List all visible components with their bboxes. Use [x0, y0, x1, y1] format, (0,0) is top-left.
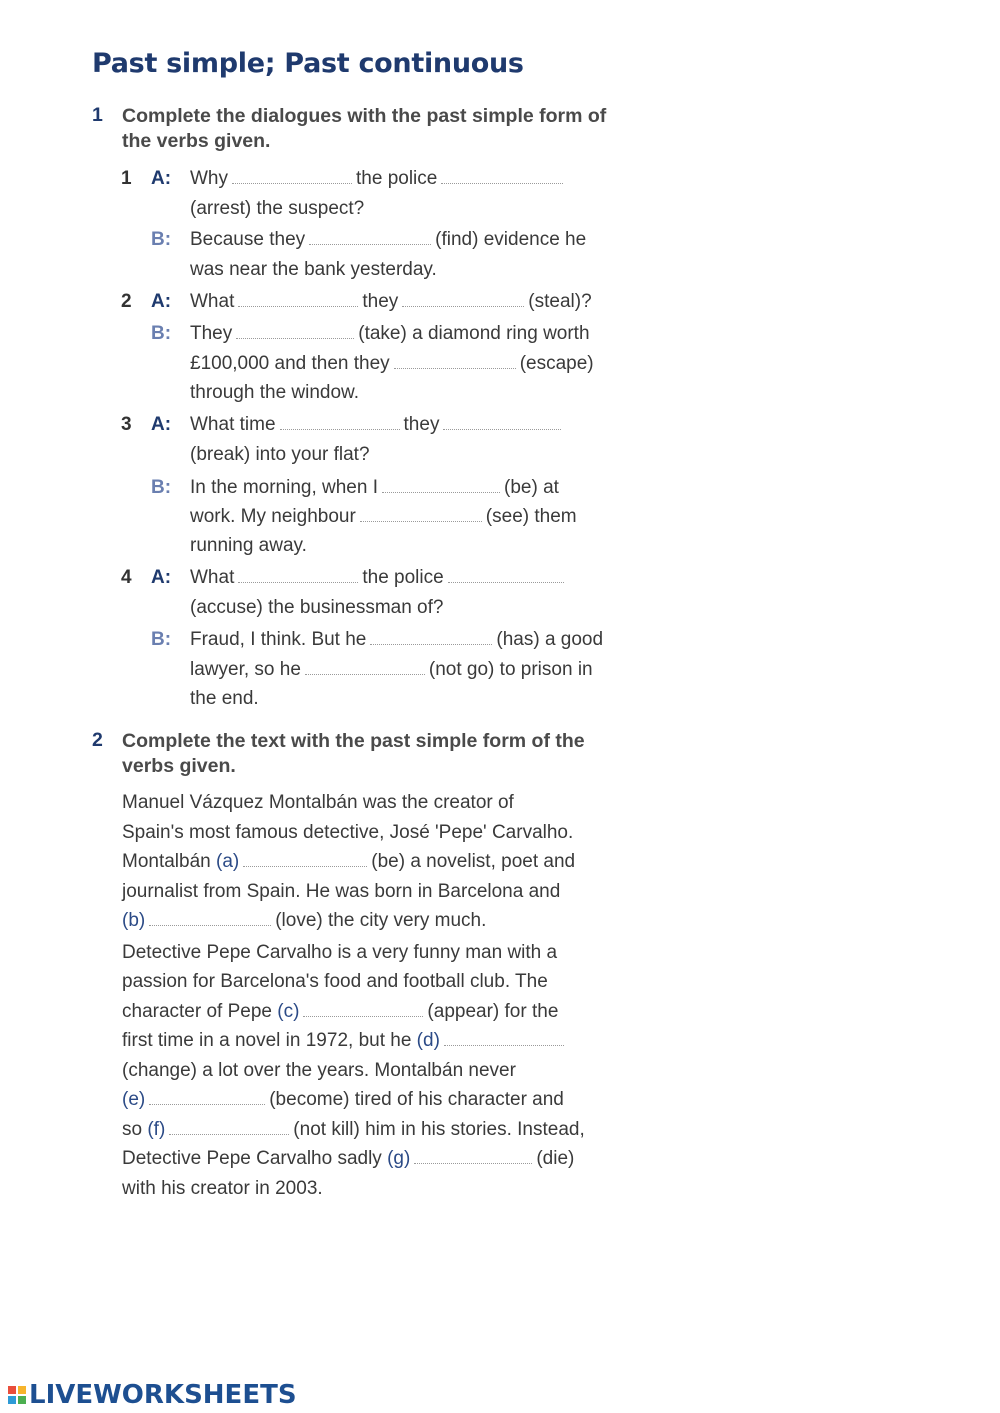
- answer-blank[interactable]: [309, 230, 431, 245]
- logo-square: [18, 1386, 26, 1394]
- text-line: (change) a lot over the years. Montalbán never: [122, 1060, 516, 1081]
- exercise-number: 1: [92, 104, 103, 126]
- text: so: [122, 1119, 143, 1140]
- liveworksheets-logo: [8, 1380, 297, 1410]
- gap-letter: (f): [147, 1119, 166, 1140]
- gap-letter: (g): [387, 1148, 411, 1169]
- answer-blank[interactable]: [280, 415, 400, 430]
- text: (love) the city very much.: [275, 910, 487, 931]
- exercise-2-heading: [92, 729, 632, 779]
- text: (not kill) him in his stories. Instead,: [293, 1119, 585, 1140]
- text-line: passion for Barcelona's food and football club. The: [122, 971, 548, 992]
- gap-letter: (b): [122, 910, 146, 931]
- text: What time: [190, 414, 276, 435]
- logo-icon: [8, 1386, 26, 1404]
- answer-blank[interactable]: [382, 478, 500, 493]
- logo-square: [8, 1386, 16, 1394]
- text-line: [122, 851, 575, 873]
- text-line: Manuel Vázquez Montalbán was the creator of: [122, 792, 514, 813]
- dialogue-line: [190, 506, 577, 528]
- dialogue-line: (break) into your flat?: [190, 444, 370, 465]
- dialogue-number: 1: [121, 168, 132, 189]
- answer-blank[interactable]: [169, 1120, 289, 1135]
- speaker-a-label: A:: [151, 168, 172, 189]
- dialogue-line: [190, 229, 586, 251]
- dialogue-line: [190, 323, 590, 345]
- text: Montalbán: [122, 851, 211, 872]
- text: first time in a novel in 1972, but he: [122, 1030, 412, 1051]
- gap-letter: (a): [216, 851, 240, 872]
- dialogue-line: [190, 291, 592, 313]
- answer-blank[interactable]: [414, 1149, 532, 1164]
- text-line: [122, 1001, 558, 1023]
- logo-text: LIVEWORKSHEETS: [29, 1380, 297, 1410]
- dialogue-number: 4: [121, 567, 132, 588]
- text: (be) a novelist, poet and: [371, 851, 576, 872]
- text: Why: [190, 168, 228, 189]
- text: (steal)?: [528, 291, 592, 312]
- text: (die): [536, 1148, 575, 1169]
- text: Detective Pepe Carvalho sadly: [122, 1148, 382, 1169]
- text-line: [122, 910, 486, 932]
- exercise-1-heading: [92, 104, 632, 154]
- dialogue-line: [190, 629, 603, 651]
- dialogue-line: the end.: [190, 688, 259, 709]
- answer-blank[interactable]: [232, 169, 352, 184]
- text-line: journalist from Spain. He was born in Barcelona and: [122, 881, 561, 902]
- answer-blank[interactable]: [303, 1002, 423, 1017]
- text-line: with his creator in 2003.: [122, 1178, 323, 1199]
- answer-blank[interactable]: [441, 169, 563, 184]
- text: What: [190, 567, 235, 588]
- dialogue-line: [190, 353, 594, 375]
- logo-square: [8, 1396, 16, 1404]
- dialogue-line: [190, 168, 567, 190]
- dialogue-line: [190, 414, 565, 436]
- exercise-instruction: Complete the dialogues with the past simple form of the verbs given.: [122, 105, 607, 152]
- answer-blank[interactable]: [236, 324, 354, 339]
- text: They: [190, 323, 233, 344]
- logo-square: [18, 1396, 26, 1404]
- text: What: [190, 291, 235, 312]
- answer-blank[interactable]: [149, 911, 271, 926]
- text: (be) at: [504, 477, 559, 498]
- text: (not go) to prison in: [428, 659, 593, 680]
- text: (has) a good: [496, 629, 604, 650]
- dialogue-line: running away.: [190, 535, 307, 556]
- speaker-a-label: A:: [151, 567, 172, 588]
- gap-letter: (c): [277, 1001, 300, 1022]
- answer-blank[interactable]: [238, 568, 358, 583]
- text: (find) evidence he: [435, 229, 587, 250]
- page-title: Past simple; Past continuous: [92, 48, 524, 79]
- text: £100,000 and then they: [190, 353, 390, 374]
- text-line: [122, 1089, 564, 1111]
- answer-blank[interactable]: [394, 354, 516, 369]
- text: the police: [362, 567, 444, 588]
- exercise-instruction: Complete the text with the past simple form of the verbs given.: [122, 730, 585, 777]
- answer-blank[interactable]: [444, 1031, 564, 1046]
- answer-blank[interactable]: [360, 507, 482, 522]
- dialogue-line: [190, 659, 593, 681]
- exercise-number: 2: [92, 729, 103, 751]
- speaker-b-label: B:: [151, 477, 172, 498]
- text: In the morning, when I: [190, 477, 378, 498]
- text-line: Detective Pepe Carvalho is a very funny man with a: [122, 942, 558, 963]
- answer-blank[interactable]: [238, 292, 358, 307]
- dialogue-line: [190, 477, 559, 499]
- gap-letter: (e): [122, 1089, 146, 1110]
- dialogue-line: through the window.: [190, 382, 360, 403]
- text-line: Spain's most famous detective, José 'Pepe' Carvalho.: [122, 822, 574, 843]
- text: the police: [356, 168, 438, 189]
- answer-blank[interactable]: [448, 568, 564, 583]
- speaker-b-label: B:: [151, 229, 172, 250]
- text: Fraud, I think. But he: [190, 629, 367, 650]
- answer-blank[interactable]: [443, 415, 561, 430]
- text-line: [122, 1119, 585, 1141]
- text: work. My neighbour: [190, 506, 356, 527]
- text: (appear) for the: [427, 1001, 559, 1022]
- text: (escape): [519, 353, 594, 374]
- answer-blank[interactable]: [402, 292, 524, 307]
- dialogue-number: 3: [121, 414, 132, 435]
- speaker-a-label: A:: [151, 291, 172, 312]
- text: (take) a diamond ring worth: [358, 323, 590, 344]
- speaker-b-label: B:: [151, 323, 172, 344]
- dialogue-line: [190, 567, 568, 589]
- text: character of Pepe: [122, 1001, 272, 1022]
- text: (see) them: [485, 506, 577, 527]
- speaker-b-label: B:: [151, 629, 172, 650]
- text: Because they: [190, 229, 306, 250]
- dialogue-line: (accuse) the businessman of?: [190, 597, 444, 618]
- gap-letter: (d): [416, 1030, 440, 1051]
- text: they: [362, 291, 399, 312]
- answer-blank[interactable]: [149, 1090, 265, 1105]
- dialogue-line: (arrest) the suspect?: [190, 198, 365, 219]
- speaker-a-label: A:: [151, 414, 172, 435]
- text-line: [122, 1148, 574, 1170]
- text-line: [122, 1030, 568, 1052]
- answer-blank[interactable]: [305, 660, 425, 675]
- dialogue-line: was near the bank yesterday.: [190, 259, 437, 280]
- dialogue-number: 2: [121, 291, 132, 312]
- answer-blank[interactable]: [370, 630, 492, 645]
- text: (become) tired of his character and: [269, 1089, 564, 1110]
- text: lawyer, so he: [190, 659, 301, 680]
- answer-blank[interactable]: [243, 852, 367, 867]
- text: they: [403, 414, 440, 435]
